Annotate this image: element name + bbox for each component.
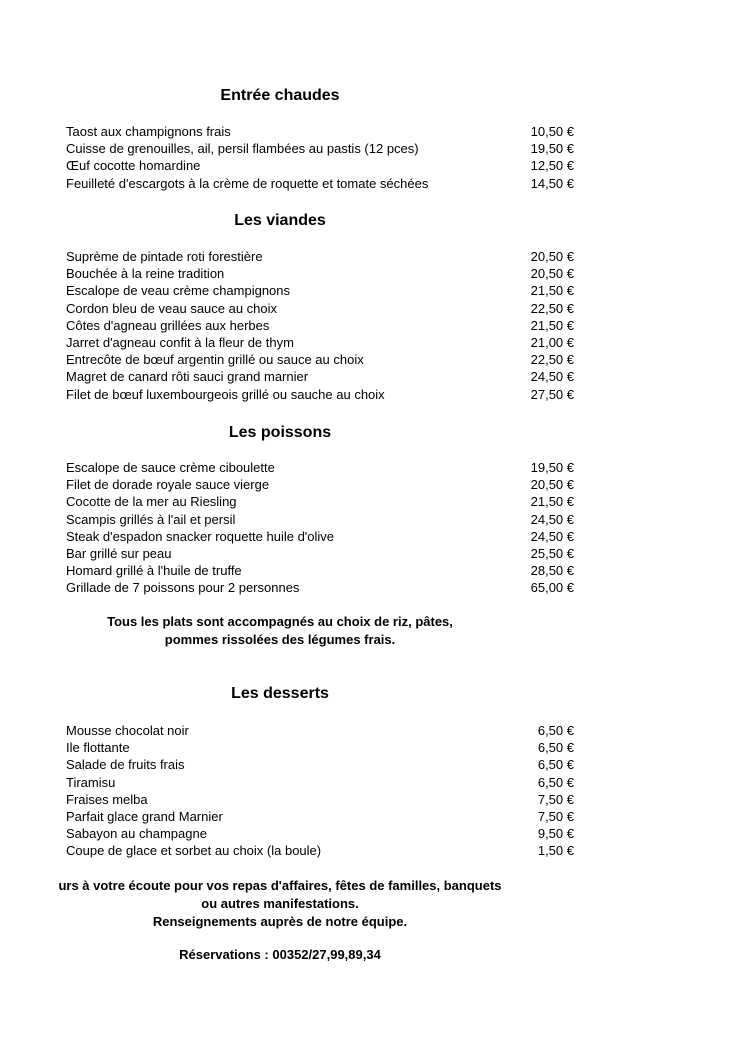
menu-item-name: Filet de dorade royale sauce vierge [66, 477, 270, 493]
menu-item-name: Œuf cocotte homardine [66, 158, 201, 174]
menu-item-price: 22,50 € [530, 352, 574, 368]
menu-item [66, 368, 574, 385]
menu-item-name: Scampis grillés à l'ail et persil [66, 511, 236, 527]
menu-item-name: Escalope de sauce crème ciboulette [66, 460, 275, 475]
viandes-list [66, 248, 574, 403]
menu-item [66, 493, 574, 510]
menu-item [66, 842, 574, 859]
menu-item-price: 24,50 € [530, 511, 574, 527]
menu-item [66, 265, 574, 282]
menu-item [66, 334, 574, 351]
menu-item-price: 20,50 € [530, 249, 574, 264]
menu-item-price: 9,50 € [537, 826, 574, 842]
menu-item-price: 14,50 € [530, 175, 574, 191]
menu-item [66, 351, 574, 368]
section-title-viandes: Les viandes [234, 212, 326, 229]
reservations-phone: Réservations : 00352/27,99,89,34 [179, 947, 381, 962]
footer-line3: Renseignements auprès de notre équipe. [152, 914, 408, 929]
menu-item-name: Taost aux champignons frais [66, 124, 231, 139]
menu-item [66, 511, 574, 528]
menu-item-price: 1,50 € [537, 843, 574, 859]
menu-item [66, 756, 574, 773]
menu-item-name: Homard grillé à l'huile de truffe [66, 563, 242, 579]
menu-item [66, 386, 574, 403]
menu-item-price: 12,50 € [530, 158, 574, 174]
menu-item-price: 25,50 € [530, 545, 574, 561]
menu-item [66, 157, 574, 174]
menu-item-name: Filet de bœuf luxembourgeois grillé ou sauche au choix [66, 386, 385, 402]
menu-item-name: Jarret d'agneau confit à la fleur de thym [66, 334, 294, 350]
menu-item-price: 6,50 € [537, 774, 574, 790]
menu-item [66, 739, 574, 756]
menu-item-price: 21,00 € [530, 334, 574, 350]
accompaniment-note-line1: Tous les plats sont accompagnés au choix de riz, pâtes, [107, 614, 453, 629]
menu-item-name: Cuisse de grenouilles, ail, persil flambées au pastis (12 pces) [66, 141, 419, 157]
menu-item-name: Suprème de pintade roti forestière [66, 249, 263, 264]
menu-item-name: Fraises melba [66, 791, 148, 807]
menu-item-name: Bouchée à la reine tradition [66, 266, 225, 282]
accompaniment-note-line2: pommes rissolées des légumes frais. [164, 632, 396, 647]
menu-item-price: 65,00 € [530, 580, 574, 596]
menu-item-name: Escalope de veau crème champignons [66, 283, 291, 299]
menu-item-price: 21,50 € [530, 494, 574, 510]
menu-item-name: Tiramisu [66, 774, 116, 790]
menu-item [66, 175, 574, 192]
menu-item-price: 24,50 € [530, 528, 574, 544]
menu-item [66, 248, 574, 265]
poissons-list [66, 459, 574, 597]
menu-item [66, 317, 574, 334]
desserts-list [66, 722, 574, 860]
footer-line2: ou autres manifestations. [201, 896, 359, 911]
section-title-entrees: Entrée chaudes [220, 87, 340, 104]
menu-item-name: Magret de canard rôti sauci grand marnier [66, 369, 309, 385]
menu-item-price: 20,50 € [530, 266, 574, 282]
menu-item [66, 808, 574, 825]
menu-item-name: Côtes d'agneau grillées aux herbes [66, 317, 270, 333]
menu-item-name: Grillade de 7 poissons pour 2 personnes [66, 580, 300, 596]
menu-item [66, 140, 574, 157]
menu-item-price: 7,50 € [537, 808, 574, 824]
menu-item [66, 123, 574, 140]
menu-item-price: 19,50 € [530, 141, 574, 157]
menu-item-price: 21,50 € [530, 317, 574, 333]
menu-item [66, 282, 574, 299]
menu-item [66, 459, 574, 476]
menu-item-name: Mousse chocolat noir [66, 723, 189, 738]
menu-item-price: 20,50 € [530, 477, 574, 493]
section-title-desserts: Les desserts [231, 685, 329, 702]
menu-item [66, 300, 574, 317]
footer-info [30, 877, 530, 931]
entrees-list [66, 123, 574, 192]
menu-item [66, 774, 574, 791]
menu-item-name: Ile flottante [66, 740, 130, 756]
menu-item-price: 28,50 € [530, 563, 574, 579]
menu-item-name: Steak d'espadon snacker roquette huile d'olive [66, 528, 335, 544]
menu-item-price: 21,50 € [530, 283, 574, 299]
menu-item [66, 579, 574, 596]
menu-item [66, 545, 574, 562]
menu-item-price: 22,50 € [530, 300, 574, 316]
menu-item-price: 7,50 € [537, 791, 574, 807]
menu-item-name: Bar grillé sur peau [66, 545, 172, 561]
menu-item-name: Cordon bleu de veau sauce au choix [66, 300, 278, 316]
menu-item [66, 476, 574, 493]
menu-item [66, 562, 574, 579]
menu-item-price: 10,50 € [530, 124, 574, 139]
menu-item-name: Entrecôte de bœuf argentin grillé ou sauce au choix [66, 352, 364, 368]
menu-item-price: 19,50 € [530, 460, 574, 475]
menu-item [66, 722, 574, 739]
menu-item-name: Feuilleté d'escargots à la crème de roquette et tomate séchées [66, 175, 429, 191]
accompaniment-note [60, 613, 500, 649]
menu-item-price: 24,50 € [530, 369, 574, 385]
menu-item-name: Coupe de glace et sorbet au choix (la boule) [66, 843, 322, 859]
menu-item-name: Sabayon au champagne [66, 826, 207, 842]
menu-item [66, 825, 574, 842]
menu-item [66, 528, 574, 545]
menu-item-price: 27,50 € [530, 386, 574, 402]
section-title-poissons: Les poissons [228, 424, 332, 441]
menu-item-name: Parfait glace grand Marnier [66, 808, 223, 824]
menu-item-price: 6,50 € [537, 723, 574, 738]
menu-item [66, 791, 574, 808]
menu-item-name: Cocotte de la mer au Riesling [66, 494, 237, 510]
footer-line1: urs à votre écoute pour vos repas d'affaires, fêtes de familles, banquets [58, 878, 502, 893]
menu-item-price: 6,50 € [537, 740, 574, 756]
menu-item-name: Salade de fruits frais [66, 757, 185, 773]
menu-item-price: 6,50 € [537, 757, 574, 773]
